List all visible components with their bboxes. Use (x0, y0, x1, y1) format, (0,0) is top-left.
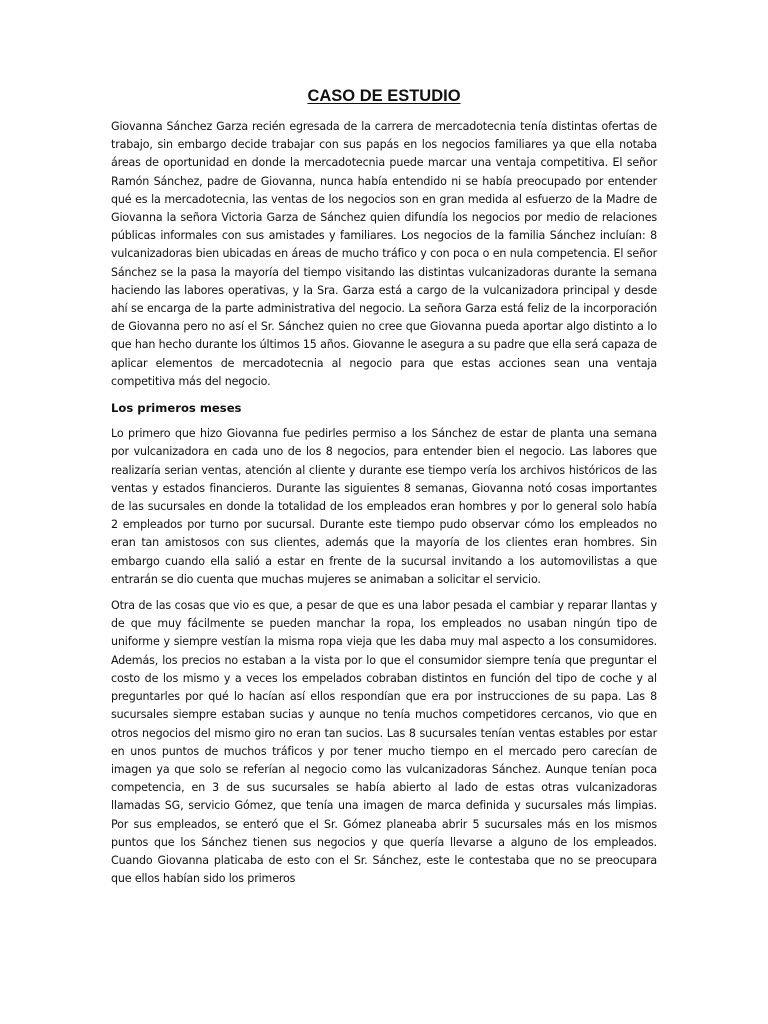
paragraph-intro: Giovanna Sánchez Garza recién egresada de la carrera de mercadotecnia tenía distintas ofertas de trabajo, sin embargo decide trabajar con sus papás en los negocios familiares ya que ella notaba áreas de oportunidad en donde la mercadotecnia puede marcar una ventaja competitiva. El señor Ramón Sánchez, padre de Giovanna, nunca había entendido ni se había preocupado por entender qué es la mercadotecnia, las ventas de los negocios son en gran medida al esfuerzo de la Madre de Giovanna la señora Victoria Garza de Sánchez quien difundía los negocios por medio de relaciones públicas informales con sus amistades y familiares. Los negocios de la familia Sánchez incluían: 8 vulcanizadoras bien ubicadas en áreas de mucho tráfico y con poca o en nula competencia. El señor Sánchez se la pasa la mayoría del tiempo visitando las distintas vulcanizadoras durante la semana haciendo las labores operativas, y la Sra. Garza está a cargo de la vulcanizadora principal y desde ahí se encarga de la parte administrativa del negocio. La señora Garza está feliz de la incorporación de Giovanna pero no así el Sr. Sánchez quien no cree que Giovanna pueda aportar algo distinto a lo que han hecho durante los últimos 15 años. Giovanne le asegura a su padre que ella será capaza de aplicar elementos de mercadotecnia al negocio para que estas acciones sean una ventaja competitiva más del negocio. (111, 120, 657, 388)
document-page (111, 86, 657, 896)
paragraph-observations: Otra de las cosas que vio es que, a pesar de que es una labor pesada el cambiar y reparar llantas y de que muy fácilmente se pueden manchar la ropa, los empleados no usaban ningún tipo de uniforme y siempre vestían la misma ropa vieja que les daba muy mal aspecto a los consumidores. Además, los precios no estaban a la vista por lo que el consumidor siempre tenía que preguntar el costo de los mismo y a veces los empelados cobraban distintos en función del tipo de coche y al preguntarles por qué lo hacían así ellos respondían que era por instrucciones de su papa. Las 8 sucursales siempre estaban sucias y aunque no tenía muchos competidores cercanos, vio que en otros negocios del mismo giro no eran tan sucios. Las 8 sucursales tenían ventas estables por estar en unos puntos de muchos tráficos y por tener mucho tiempo en el mercado pero carecían de imagen ya que solo se referían al negocio como las vulcanizadoras Sánchez. Aunque tenían poca competencia, en 3 de sus sucursales se había abierto al lado de estas otras vulcanizadoras llamadas SG, servicio Gómez, que tenía una imagen de marca definida y sucursales más limpias. Por sus empleados, se enteró que el Sr. Gómez planeaba abrir 5 sucursales más en los mismos puntos que los Sánchez tienen sus negocios y que quería llevarse a alguno de los empleados. Cuando Giovanna platicaba de esto con el Sr. Sánchez, este le contestaba que no se preocupara que ellos habían sido los primeros (111, 599, 657, 886)
paragraph-first-months: Lo primero que hizo Giovanna fue pedirles permiso a los Sánchez de estar de planta una semana por vulcanizadora en cada uno de los 8 negocios, para entender bien el negocio. Las labores que realizaría serian ventas, atención al cliente y durante ese tiempo vería los archivos históricos de las ventas y estados financieros. Durante las siguientes 8 semanas, Giovanna notó cosas importantes de las sucursales en donde la totalidad de los empleados eran hombres y por lo general solo había 2 empleados por turno por sucursal. Durante este tiempo pudo observar cómo los empleados no eran tan amistosos con sus clientes, además que la mayoría de los clientes eran hombres. Sin embargo cuando ella salió a estar en frente de la sucursal invitando a los automovilistas a que entrarán se dio cuenta que muchas mujeres se animaban a solicitar el servicio. (111, 427, 657, 586)
section-heading: Los primeros meses (111, 401, 242, 416)
document-title: CASO DE ESTUDIO (307, 87, 461, 105)
